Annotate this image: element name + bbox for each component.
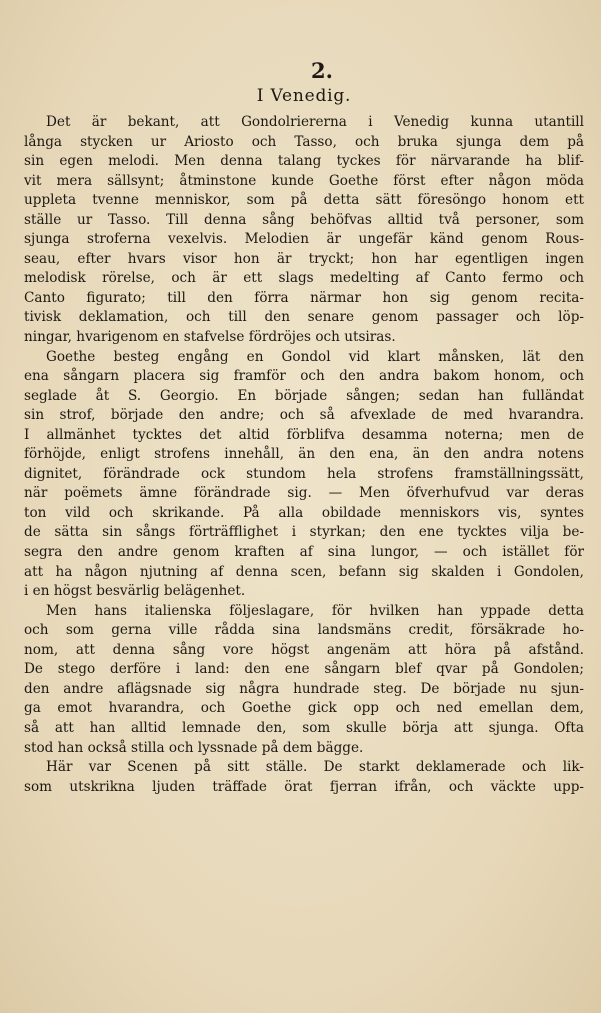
text-line: långa stycken ur Ariosto och Tasso, och bruka sjunga dem på bbox=[24, 133, 584, 150]
text-line: dignitet, förändrade ock stundom hela strofens framställningssätt, bbox=[24, 465, 584, 482]
text-line: förhöjde, enligt strofens innehåll, än den ena, än den andra notens bbox=[24, 446, 584, 463]
text-line: Canto figurato; till den förra närmar hon sig genom recita- bbox=[24, 289, 584, 306]
text-line: sin strof, började den andre; och så afvexlade de med hvarandra. bbox=[24, 407, 584, 424]
text-line: vit mera sällsynt; åtminstone kunde Goethe först efter någon möda bbox=[24, 172, 584, 189]
text-line: stod han också stilla och lyssnade på dem bägge. bbox=[24, 739, 364, 756]
text-line: de sätta sin sångs förträfflighet i styrkan; den ene tycktes vilja be- bbox=[24, 524, 584, 541]
text-line: melodisk rörelse, och är ett slags medelting af Canto fermo och bbox=[24, 270, 584, 287]
book-page bbox=[24, 60, 584, 797]
text-line: Goethe besteg engång en Gondol vid klart månsken, lät den bbox=[46, 348, 584, 365]
text-line: Det är bekant, att Gondolriererna i Venedig kunna utantill bbox=[46, 114, 584, 130]
text-line: sin egen melodi. Men denna talang tyckes för närvarande ha blif- bbox=[24, 153, 584, 170]
text-line: som utskrikna ljuden träffade örat fjerran ifrån, och väckte upp- bbox=[24, 778, 584, 795]
text-line: I allmänhet tycktes det altid förblifva desamma noterna; men de bbox=[24, 426, 584, 443]
text-line: den andre aflägsnade sig några hundrade steg. De började nu sjun- bbox=[24, 680, 584, 697]
text-line: ningar, hvarigenom en stafvelse fördröjes och utsiras. bbox=[24, 329, 396, 346]
text-line: ställe ur Tasso. Till denna sång behöfvas alltid två personer, som bbox=[24, 211, 584, 228]
text-line: i en högst besvärlig belägenhet. bbox=[24, 583, 246, 600]
text-line: nom, att denna sång vore högst angenäm att höra på afstånd. bbox=[24, 641, 584, 658]
text-line: att ha någon njutning af denna scen, befann sig skalden i Gondolen, bbox=[24, 563, 584, 580]
text-line: när poëmets ämne förändrade sig. — Men öfverhufvud var deras bbox=[24, 485, 584, 502]
text-line: ena sångarn placera sig framför och den andra bakom honom, och bbox=[24, 368, 584, 385]
text-line: tivisk deklamation, och till den senare genom passager och löp- bbox=[24, 309, 584, 326]
text-line: ton vild och skrikande. På alla obildade menniskors vis, syntes bbox=[24, 504, 584, 521]
text-line: seau, efter hvars visor hon är tryckt; hon har egentligen ingen bbox=[24, 250, 584, 267]
text-line: Men hans italienska följeslagare, för hvilken han yppade detta bbox=[46, 602, 584, 619]
section-title: I Venedig. bbox=[256, 86, 352, 106]
page-number: 2. bbox=[311, 58, 333, 83]
text-line: Här var Scenen på sitt ställe. De starkt deklamerade och lik- bbox=[46, 759, 584, 776]
text-line: De stego derföre i land: den ene sångarn blef qvar på Gondolen; bbox=[24, 661, 584, 678]
text-line: så att han alltid lemnade den, som skulle börja att sjunga. Ofta bbox=[24, 719, 584, 736]
text-line: sjunga stroferna vexelvis. Melodien är ungefär känd genom Rous- bbox=[24, 231, 584, 248]
text-line: ga emot hvarandra, och Goethe gick opp och ned emellan dem, bbox=[24, 700, 584, 717]
text-line: seglade åt S. Georgio. En började sången; sedan han fulländat bbox=[24, 387, 584, 404]
body-text bbox=[24, 113, 584, 797]
text-line: uppleta tvenne menniskor, som på detta sätt föresöngo honom ett bbox=[24, 192, 584, 209]
text-line: segra den andre genom kraften af sina lungor, — och istället för bbox=[24, 544, 584, 561]
text-line: och som gerna ville rådda sina landsmäns credit, försäkrade ho- bbox=[24, 622, 584, 639]
